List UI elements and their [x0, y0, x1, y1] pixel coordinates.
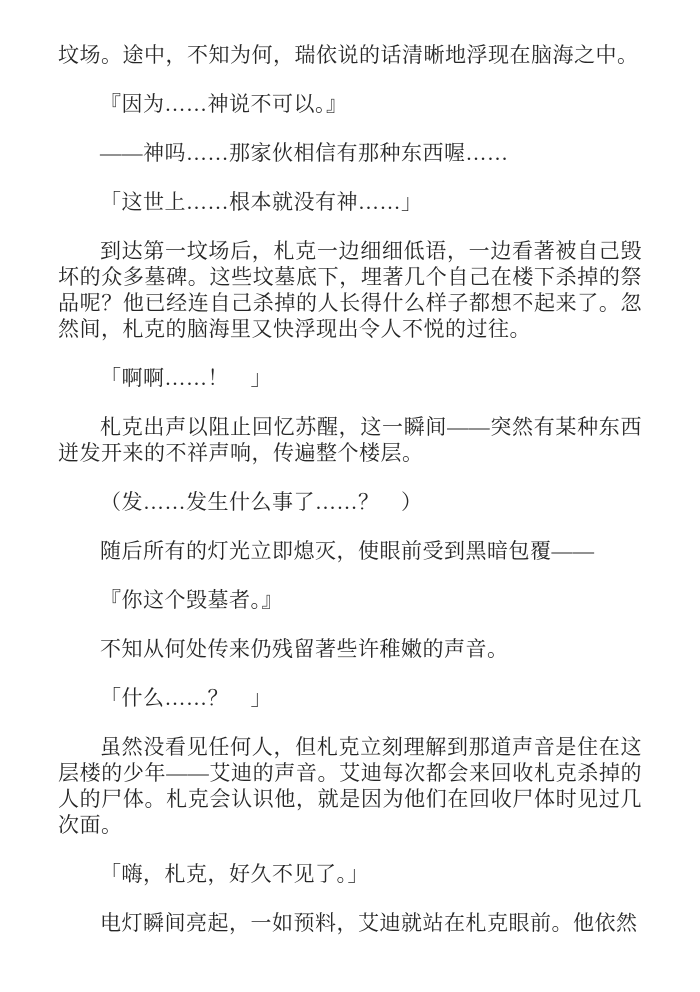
narration-paragraph: 坟场。途中，不知为何，瑞依说的话清晰地浮现在脑海之中。 [58, 43, 639, 67]
narration-paragraph: 电灯瞬间亮起，一如预料，艾迪就站在札克眼前。他依然 [100, 911, 638, 935]
narration-paragraph: 虽然没看见任何人，但札克立刻理解到那道声音是住在这层楼的少年——艾迪的声音。艾迪每次都会来回收札克杀掉的人的尸体。札克会认识他，就是因为他们在回收尸体时见过几次面。 [58, 735, 642, 837]
dialogue-line: 「什么……？ 」 [100, 686, 272, 710]
narration-paragraph: 到达第一坟场后，札克一边细细低语，一边看著被自己毁坏的众多墓碑。这些坟墓底下，埋著几个自己在楼下杀掉的祭品呢？他已经连自己杀掉的人长得什么样子都想不起来了。忽然间，札克的脑海里又快浮现出令人不悦的过往。 [58, 239, 642, 341]
narration-paragraph: 随后所有的灯光立即熄灭，使眼前受到黑暗包覆—— [100, 539, 595, 563]
recalled-dialogue-line: 『你这个毁墓者。』 [100, 588, 283, 612]
dialogue-line: 「这世上……根本就没有神……」 [100, 190, 423, 214]
recalled-dialogue-line: 『因为……神说不可以。』 [100, 92, 348, 116]
narration-paragraph: 札克出声以阻止回忆苏醒，这一瞬间——突然有某种东西迸发开来的不祥声响，传遍整个楼层。 [58, 415, 642, 465]
narration-paragraph: 不知从何处传来仍残留著些许稚嫩的声音。 [100, 637, 509, 661]
dialogue-line: 「啊啊……！ 」 [100, 366, 272, 390]
thought-line: （发……发生什么事了……？ ） [100, 490, 423, 514]
inner-monologue-line: ——神吗……那家伙相信有那种东西喔…… [100, 141, 509, 165]
dialogue-line: 「嗨，札克，好久不见了。」 [100, 862, 369, 886]
